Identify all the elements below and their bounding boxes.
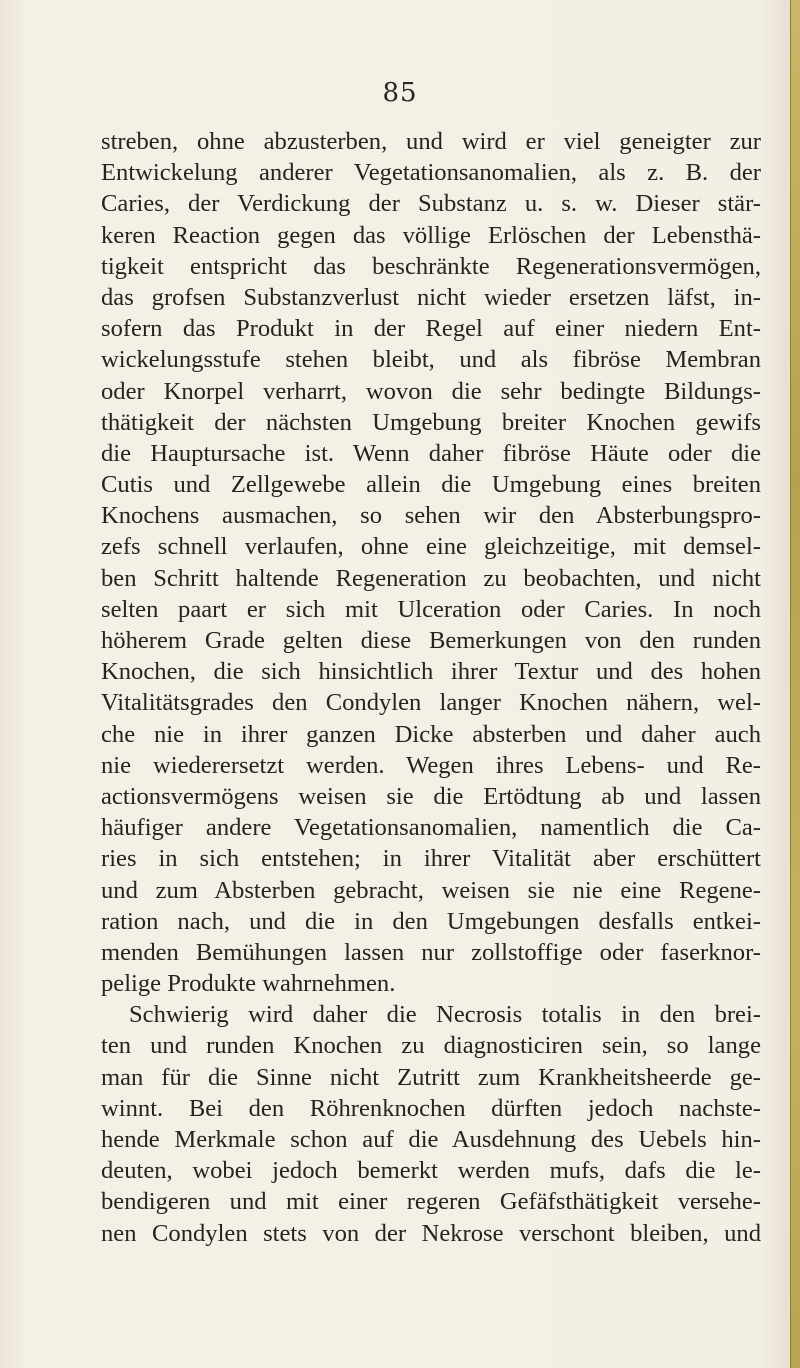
page-number: 85	[382, 78, 418, 108]
text-line: ries in sich entstehen; in ihrer Vitalität aber erschüttert	[101, 845, 761, 873]
text-line: sofern das Produkt in der Regel auf einer niedern Ent-	[101, 315, 761, 343]
text-line: bendigeren und mit einer regeren Gefäfsthätigkeit versehe-	[101, 1188, 761, 1216]
text-line: che nie in ihrer ganzen Dicke absterben und daher auch	[101, 720, 761, 748]
text-line: nen Condylen stets von der Nekrose verschont bleiben, und	[101, 1219, 761, 1247]
text-line: selten paart er sich mit Ulceration oder Caries. In noch	[101, 595, 761, 623]
text-line: hende Merkmale schon auf die Ausdehnung des Uebels hin-	[101, 1126, 761, 1153]
text-line: man für die Sinne nicht Zutritt zum Krankheitsheerde ge-	[101, 1063, 761, 1091]
text-line: häufiger andere Vegetationsanomalien, namentlich die Ca-	[101, 814, 761, 842]
text-line: nie wiederersetzt werden. Wegen ihres Lebens- und Re-	[101, 751, 761, 779]
text-line: höherem Grade gelten diese Bemerkungen von den runden	[101, 627, 761, 654]
text-line: tigkeit entspricht das beschränkte Regenerationsvermögen,	[101, 252, 761, 280]
text-line: Knochen, die sich hinsichtlich ihrer Textur und des hohen	[101, 658, 761, 686]
text-line: winnt. Bei den Röhrenknochen dürften jedoch nachste-	[101, 1094, 761, 1122]
text-line: Caries, der Verdickung der Substanz u. s. w. Dieser stär-	[101, 190, 761, 218]
text-line: Cutis und Zellgewebe allein die Umgebung eines breiten	[101, 471, 761, 499]
text-line: die Hauptursache ist. Wenn daher fibröse Häute oder die	[101, 439, 761, 467]
text-line: menden Bemühungen lassen nur zollstoffige oder faserknor-	[101, 938, 761, 966]
text-line: Vitalitätsgrades den Condylen langer Knochen nähern, wel-	[101, 689, 761, 717]
text-line: ten und runden Knochen zu diagnosticiren sein, so lange	[101, 1032, 761, 1060]
text-line: ben Schritt haltende Regeneration zu beobachten, und nicht	[101, 564, 761, 592]
text-line: wickelungsstufe stehen bleibt, und als fibröse Membran	[101, 346, 761, 374]
text-line: keren Reaction gegen das völlige Erlöschen der Lebensthä-	[101, 221, 761, 249]
text-line: oder Knorpel verharrt, wovon die sehr bedingte Bildungs-	[101, 377, 761, 405]
text-line: deuten, wobei jedoch bemerkt werden mufs, dafs die le-	[101, 1157, 761, 1185]
text-line: Entwickelung anderer Vegetationsanomalien, als z. B. der	[101, 159, 761, 187]
text-line: zefs schnell verlaufen, ohne eine gleichzeitige, mit demsel-	[101, 533, 761, 561]
text-line: ration nach, und die in den Umgebungen desfalls entkei-	[101, 907, 761, 935]
text-line: das grofsen Substanzverlust nicht wieder ersetzen läfst, in-	[101, 283, 761, 311]
text-line: Knochens ausmachen, so sehen wir den Absterbungspro-	[101, 502, 761, 530]
text-line: streben, ohne abzusterben, und wird er viel geneigter zur	[101, 128, 761, 155]
body-text	[101, 126, 761, 1249]
text-line: Schwierig wird daher die Necrosis totalis in den brei-	[129, 1001, 761, 1029]
text-line: thätigkeit der nächsten Umgebung breiter Knochen gewifs	[101, 408, 761, 436]
text-line: pelige Produkte wahrnehmen.	[101, 970, 396, 998]
text-line: und zum Absterben gebracht, weisen sie nie eine Regene-	[101, 876, 761, 904]
text-line: actionsvermögens weisen sie die Ertödtung ab und lassen	[101, 782, 761, 810]
page-edge	[790, 0, 800, 1368]
